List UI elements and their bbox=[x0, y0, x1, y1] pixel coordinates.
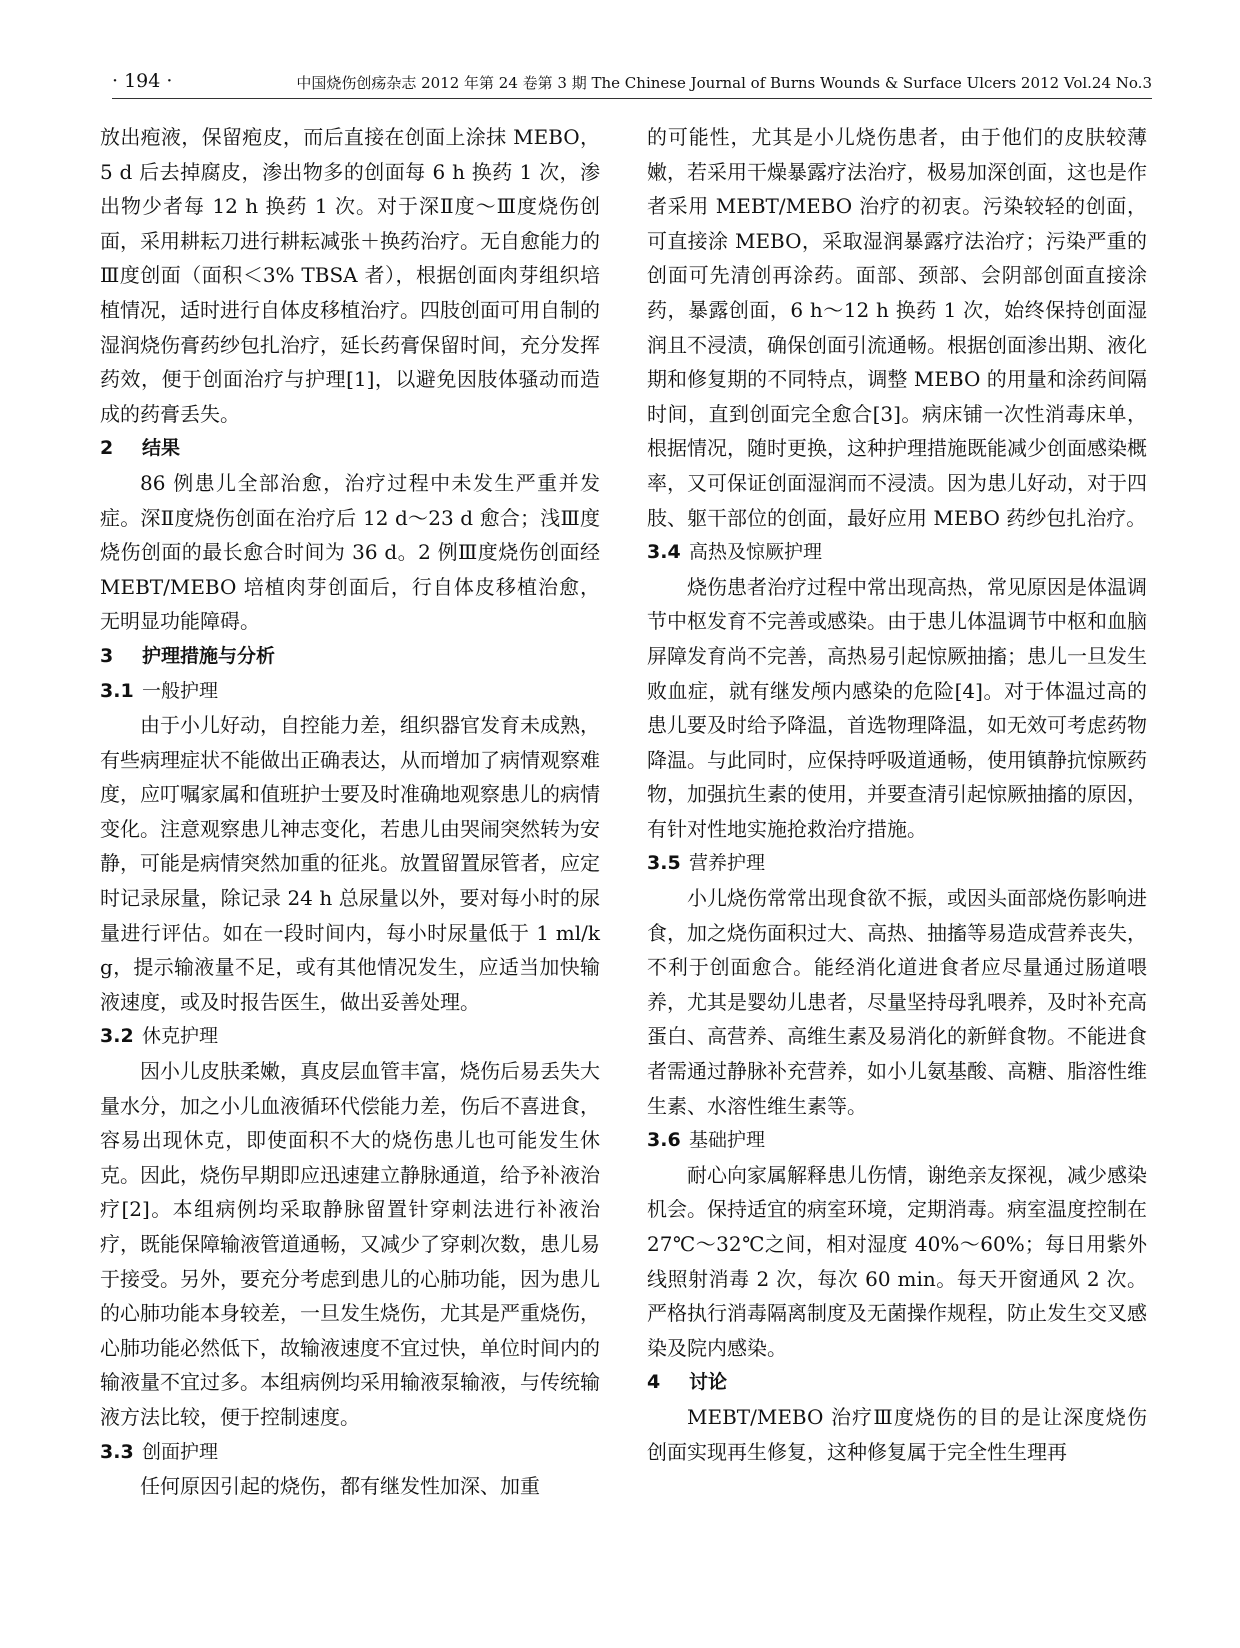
paragraph-3-4: 烧伤患者治疗过程中常出现高热，常见原因是体温调节中枢发育不完善或感染。由于患儿体温调节中枢和血脑屏障发育尚不完善，高热易引起惊厥抽搐；患儿一旦发生败血症，就有继发颅内感染的危险[4]。对于体温过高的患儿要及时给予降温，首选物理降温，如无效可考虑药物降温。与此同时，应保持呼吸道通畅，使用镇静抗惊厥药物，加强抗生素的使用，并要查清引起惊厥抽搐的原因，有针对性地实施抢救治疗措施。 bbox=[647, 574, 1147, 841]
paragraph-3-1: 由于小儿好动，自控能力差，组织器官发育未成熟，有些病理症状不能做出正确表达，从而增加了病情观察难度，应叮嘱家属和值班护士要及时准确地观察患儿的病情变化。注意观察患儿神志变化，若患儿由哭闹突然转为安静，可能是病情突然加重的征兆。放置留置尿管者，应定时记录尿量，除记录 24 h 总尿量以外，要对每小时的尿量进行评估。如在一段时间内，每小时尿量低于 1 ml/kg，提示输液量不足，或有其他情况发生，应适当加快输液速度，或及时报告医生，做出妥善处理。 bbox=[100, 713, 600, 1014]
subsection-number: 3.5 bbox=[647, 852, 681, 875]
subsection-title: 休克护理 bbox=[142, 1025, 219, 1048]
subsection-heading-3-3 bbox=[100, 1435, 600, 1470]
section-heading-results bbox=[100, 431, 600, 466]
subsection-number: 3.4 bbox=[647, 541, 681, 564]
section-number: 2 bbox=[100, 437, 114, 460]
subsection-title: 基础护理 bbox=[689, 1129, 766, 1152]
subsection-number: 3.1 bbox=[100, 679, 134, 702]
paragraph-3-2: 因小儿皮肤柔嫩，真皮层血管丰富，烧伤后易丢失大量水分，加之小儿血液循环代偿能力差，伤后不喜进食，容易出现休克，即使面积不大的烧伤患儿也可能发生休克。因此，烧伤早期即应迅速建立静脉通道，给予补液治疗[2]。本组病例均采取静脉留置针穿刺法进行补液治疗，既能保障输液管道通畅，又减少了穿刺次数，患儿易于接受。另外，要充分考虑到患儿的心肺功能，因为患儿的心肺功能本身较差，一旦发生烧伤，尤其是严重烧伤，心肺功能必然低下，故输液速度不宜过快，单位时间内的输液量不宜过多。本组病例均采用输液泵输液，与传统输液方法比较，便于控制速度。 bbox=[100, 1059, 600, 1429]
paragraph-intro: 放出疱液，保留疱皮，而后直接在创面上涂抹 MEBO，5 d 后去掉腐皮，渗出物多的创面每 6 h 换药 1 次，渗出物少者每 12 h 换药 1 次。对于深Ⅱ度～Ⅲ度烧伤创面，采用耕耘刀进行耕耘减张＋换药治疗。无自愈能力的Ⅲ度创面（面积＜3% TBSA 者），根据创面肉芽组织培植情况，适时进行自体皮移植治疗。四肢创面可用自制的湿润烧伤膏药纱包扎治疗，延长药膏保留时间，充分发挥药效，便于创面治疗与护理[1]，以避免因肢体骚动而造成的药膏丢失。 bbox=[100, 125, 600, 426]
subsection-title: 一般护理 bbox=[142, 679, 219, 702]
section-title: 结果 bbox=[142, 437, 181, 460]
paragraph-3-6: 耐心向家属解释患儿伤情，谢绝亲友探视，减少感染机会。保持适宜的病室环境，定期消毒。病室温度控制在 27℃～32℃之间，相对湿度 40%～60%；每日用紫外线照射消毒 2 次，每次 60 min。每天开窗通风 2 次。严格执行消毒隔离制度及无菌操作规程，防止发生交叉感染及院内感染。 bbox=[647, 1162, 1147, 1360]
paragraph-3-3-continued: 的可能性，尤其是小儿烧伤患者，由于他们的皮肤较薄嫩，若采用干燥暴露疗法治疗，极易加深创面，这也是作者采用 MEBT/MEBO 治疗的初衷。污染较轻的创面，可直接涂 MEBO，采取湿润暴露疗法治疗；污染严重的创面可先清创再涂药。面部、颈部、会阴部创面直接涂药，暴露创面，6 h～12 h 换药 1 次，始终保持创面湿润且不浸渍，确保创面引流通畅。根据创面渗出期、液化期和修复期的不同特点，调整 MEBO 的用量和涂药间隔时间，直到创面完全愈合[3]。病床铺一次性消毒床单，根据情况，随时更换，这种护理措施既能减少创面感染概率，又可保证创面湿润而不浸渍。因为患儿好动，对于四肢、躯干部位的创面，最好应用 MEBO 药纱包扎治疗。 bbox=[647, 125, 1147, 530]
section-heading-nursing bbox=[100, 639, 600, 674]
right-column bbox=[647, 120, 1147, 1469]
subsection-title: 高热及惊厥护理 bbox=[689, 541, 823, 564]
paragraph-3-5: 小儿烧伤常常出现食欲不振，或因头面部烧伤影响进食，加之烧伤面积过大、高热、抽搐等易造成营养丧失，不利于创面愈合。能经消化道进食者应尽量通过肠道喂养，尤其是婴幼儿患者，尽量坚持母乳喂养，及时补充高蛋白、高营养、高维生素及易消化的新鲜食物。不能进食者需通过静脉补充营养，如小儿氨基酸、高糖、脂溶性维生素、水溶性维生素等。 bbox=[647, 886, 1147, 1118]
subsection-number: 3.2 bbox=[100, 1025, 134, 1048]
subsection-number: 3.3 bbox=[100, 1440, 134, 1463]
subsection-heading-3-1 bbox=[100, 674, 600, 709]
left-column bbox=[100, 120, 600, 1504]
section-heading-discussion bbox=[647, 1365, 1147, 1400]
section-number: 4 bbox=[647, 1371, 661, 1394]
journal-citation: 中国烧伤创疡杂志 2012 年第 24 卷第 3 期 The Chinese Journal of Burns Wounds & Surface Ulcers 2012 Vol.24 No.3 bbox=[296, 74, 1152, 92]
subsection-title: 营养护理 bbox=[689, 852, 766, 875]
subsection-number: 3.6 bbox=[647, 1129, 681, 1152]
section-number: 3 bbox=[100, 644, 114, 667]
subsection-heading-3-6 bbox=[647, 1123, 1147, 1158]
section-title: 护理措施与分析 bbox=[142, 644, 276, 667]
subsection-heading-3-5 bbox=[647, 846, 1147, 881]
paragraph-discussion: MEBT/MEBO 治疗Ⅲ度烧伤的目的是让深度烧伤创面实现再生修复，这种修复属于完全性生理再 bbox=[647, 1404, 1147, 1464]
subsection-title: 创面护理 bbox=[142, 1440, 219, 1463]
paragraph-results: 86 例患儿全部治愈，治疗过程中未发生严重并发症。深Ⅱ度烧伤创面在治疗后 12 d～23 d 愈合；浅Ⅲ度烧伤创面的最长愈合时间为 36 d。2 例Ⅲ度烧伤创面经 MEBT/MEBO 培植肉芽创面后，行自体皮移植治愈，无明显功能障碍。 bbox=[100, 470, 600, 634]
running-header bbox=[112, 70, 1152, 99]
subsection-heading-3-4 bbox=[647, 535, 1147, 570]
section-title: 讨论 bbox=[689, 1371, 728, 1394]
paragraph-3-3: 任何原因引起的烧伤，都有继发性加深、加重 bbox=[140, 1474, 540, 1499]
page-number: · 194 · bbox=[112, 70, 173, 92]
subsection-heading-3-2 bbox=[100, 1019, 600, 1054]
